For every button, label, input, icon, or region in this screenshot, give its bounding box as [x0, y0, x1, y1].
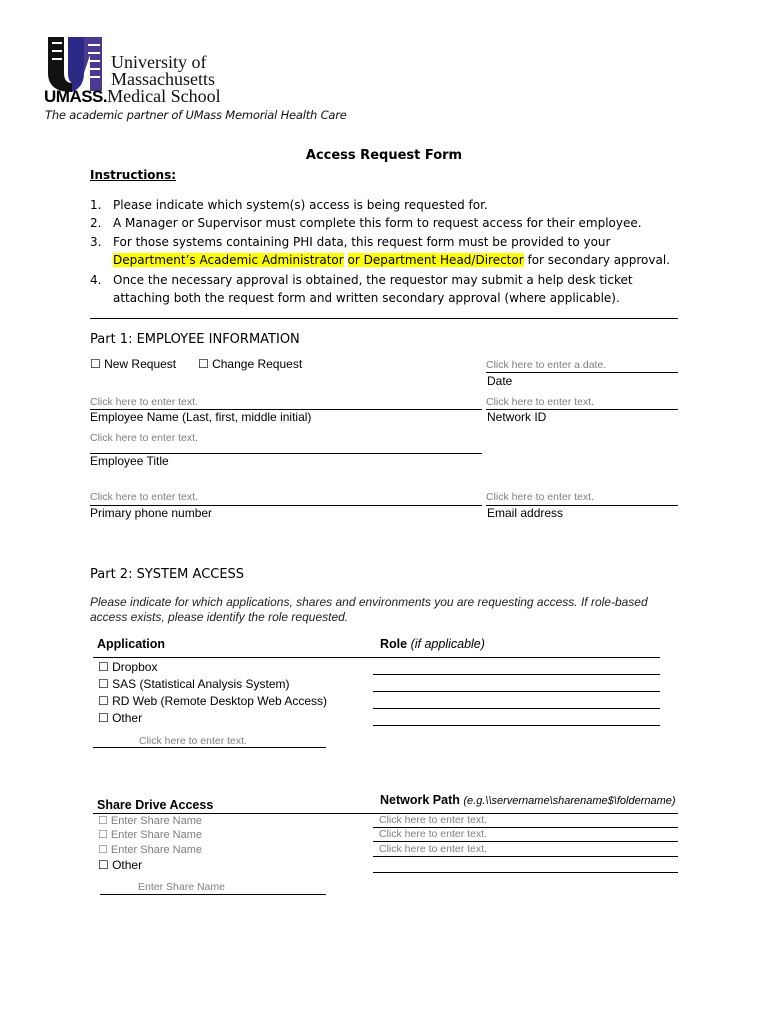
employee-name-label: Employee Name (Last, first, middle initial): [90, 410, 312, 424]
date-label: Date: [487, 374, 513, 388]
instruction-2-text: A Manager or Supervisor must complete this form to request access for their employee.: [113, 216, 642, 230]
phone-label: Primary phone number: [90, 506, 213, 520]
network-path-2-line: [373, 841, 678, 842]
share-name-1[interactable]: ☐ Enter Share Name: [98, 815, 203, 827]
sas-checkbox[interactable]: ☐ SAS (Statistical Analysis System): [98, 677, 290, 691]
part1-title: Part 1: EMPLOYEE INFORMATION: [90, 332, 300, 347]
instruction-1-num: 1.: [90, 198, 102, 212]
other-app-underline: [93, 747, 326, 748]
date-underline: [486, 372, 678, 373]
new-request-checkbox[interactable]: ☐ New Request: [90, 357, 177, 371]
logo-line-1: University of: [111, 52, 207, 72]
network-path-3-line: [373, 856, 678, 857]
logo-line-2: Massachusetts: [111, 69, 215, 89]
network-id-field[interactable]: Click here to enter text.: [486, 396, 594, 408]
instructions-heading: Instructions:: [90, 168, 177, 182]
role-line-rdweb[interactable]: [373, 708, 660, 709]
share-other-checkbox[interactable]: ☐ Other: [98, 858, 143, 872]
logo-medical-school: Medical School: [107, 86, 221, 106]
change-request-checkbox[interactable]: ☐ Change Request: [198, 357, 303, 371]
share-name-3[interactable]: ☐ Enter Share Name: [98, 844, 203, 856]
network-path-1[interactable]: Click here to enter text.: [379, 814, 487, 826]
date-field[interactable]: Click here to enter a date.: [486, 359, 607, 371]
application-header: Application: [97, 637, 166, 651]
role-line-other[interactable]: [373, 725, 660, 726]
employee-name-field[interactable]: Click here to enter text.: [90, 396, 198, 408]
tagline: The academic partner of UMass Memorial Health Care: [45, 108, 347, 122]
role-header-label: Role: [380, 637, 408, 651]
application-table-top-rule: [93, 657, 660, 658]
phone-field[interactable]: Click here to enter text.: [90, 491, 198, 503]
instruction-4-text: Once the necessary approval is obtained, the requestor may submit a help desk ticket attaching both the request form and written secondary approval (where applicable).: [113, 273, 633, 305]
dropbox-checkbox[interactable]: ☐ Dropbox: [98, 660, 158, 674]
network-path-label: Network Path: [380, 793, 460, 807]
role-header: [380, 637, 485, 651]
share-name-2[interactable]: ☐ Enter Share Name: [98, 829, 203, 841]
network-path-header: [380, 793, 676, 807]
instruction-3-highlight-admin: Department’s Academic Administrator: [113, 253, 344, 267]
instruction-3-text: [113, 233, 683, 269]
part2-note: Please indicate for which applications, shares and environments you are requesting access. If role-based access exists, please identify the role requested.: [90, 595, 648, 624]
share-other-underline: [100, 894, 326, 895]
role-line-sas[interactable]: [373, 691, 660, 692]
email-label: Email address: [487, 506, 564, 520]
instruction-4-num: 4.: [90, 273, 102, 287]
logo-line-3: [44, 87, 221, 107]
role-line-dropbox[interactable]: [373, 674, 660, 675]
other-app-field[interactable]: Click here to enter text.: [139, 735, 247, 747]
network-path-example: (e.g.\\servername\sharename$\foldername): [463, 795, 676, 807]
role-header-note: (if applicable): [410, 637, 485, 651]
network-path-3[interactable]: Click here to enter text.: [379, 843, 487, 855]
employee-title-field[interactable]: Click here to enter text.: [90, 432, 198, 444]
share-drive-header: Share Drive Access: [97, 798, 214, 812]
email-field[interactable]: Click here to enter text.: [486, 491, 594, 503]
instruction-3-highlight-head: or Department Head/Director: [347, 253, 524, 267]
logo-umass: UMASS.: [44, 87, 108, 106]
network-path-2[interactable]: Click here to enter text.: [379, 828, 487, 840]
share-other-field[interactable]: Enter Share Name: [138, 881, 225, 893]
section-divider: [90, 318, 678, 319]
instruction-3-mid: [344, 253, 348, 267]
instruction-3-num: 3.: [90, 235, 102, 249]
instruction-2-num: 2.: [90, 216, 102, 230]
instruction-3-post: for secondary approval.: [523, 253, 671, 267]
instruction-3-pre: For those systems containing PHI data, this request form must be provided to your: [113, 235, 611, 249]
part2-title: Part 2: SYSTEM ACCESS: [90, 567, 245, 582]
network-id-label: Network ID: [487, 410, 547, 424]
employee-title-label: Employee Title: [90, 454, 169, 468]
rd-web-checkbox[interactable]: ☐ RD Web (Remote Desktop Web Access): [98, 694, 328, 708]
other-app-checkbox[interactable]: ☐ Other: [98, 711, 143, 725]
form-title: Access Request Form: [305, 148, 463, 163]
instruction-1-text: Please indicate which system(s) access is being requested for.: [113, 198, 488, 212]
network-path-other-line[interactable]: [373, 872, 678, 873]
